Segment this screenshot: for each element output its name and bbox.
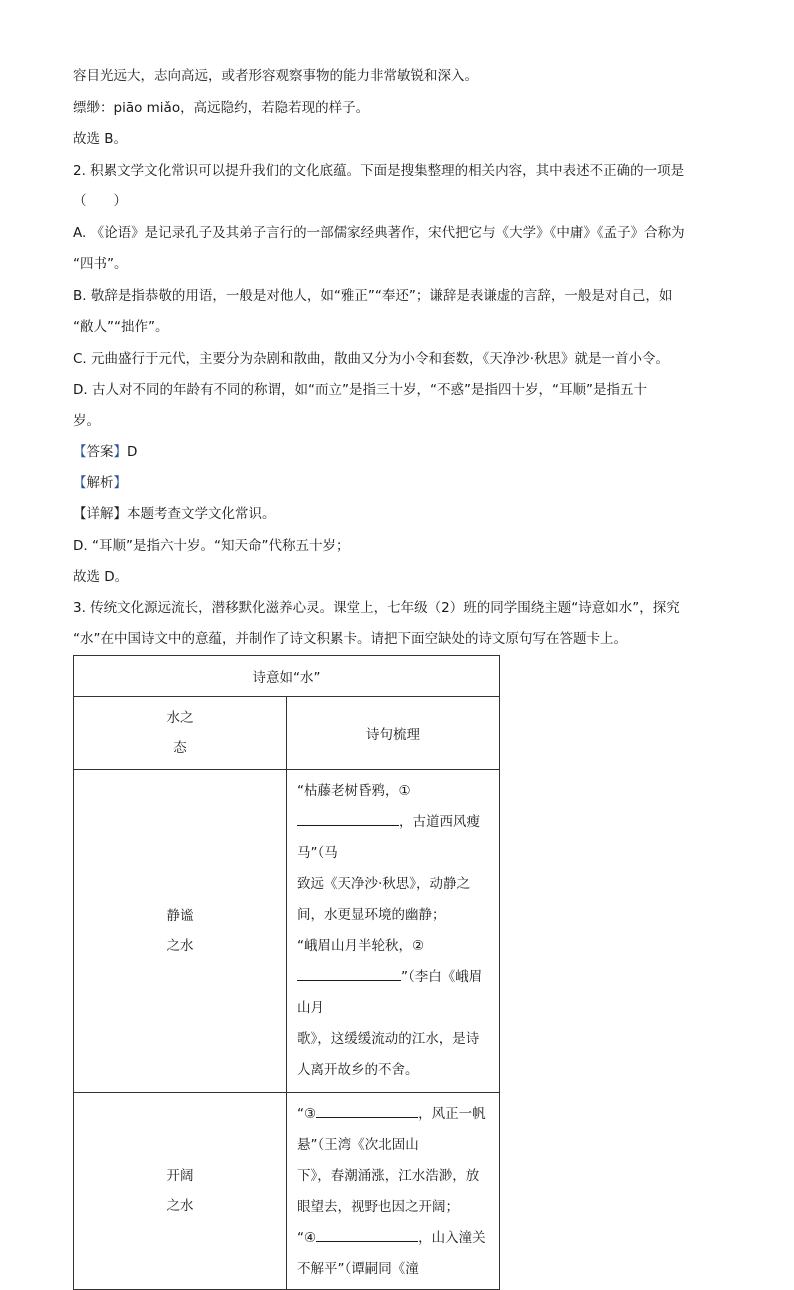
blank-3[interactable] xyxy=(316,1102,418,1118)
detail-open: 【 xyxy=(73,506,87,522)
option-a: A. 《论语》是记录孔子及其弟子言行的一部儒家经典著作，宋代把它与《大学》《中庸》《孟子》合称为 xyxy=(73,225,685,241)
detail-close: 】 xyxy=(113,506,127,522)
analysis-line xyxy=(73,473,127,493)
table-row-line: 歌》，这缓缓流动的江水，是诗人离开故乡的不舍。 xyxy=(297,1031,480,1078)
answer-open: 【 xyxy=(73,444,87,460)
row-label-quiet-b: 之水 xyxy=(166,938,194,954)
analysis-open: 【 xyxy=(73,475,87,491)
option-b: B. 敬辞是指恭敬的用语，一般是对他人，如“雅正”“奉还”；谦辞是表谦虚的言辞，一般是对自己，如 xyxy=(73,288,673,304)
table-row-line: 下》，春潮涌涨，江水浩渺，放眼望去，视野也因之开阔； xyxy=(297,1168,480,1215)
option-b-cont: “敝人”“拙作”。 xyxy=(73,319,169,335)
col-header-state-b: 态 xyxy=(173,740,187,756)
answer-close: 】 xyxy=(113,444,127,460)
analysis-close: 】 xyxy=(113,475,127,491)
blank-1[interactable] xyxy=(297,810,399,826)
detail-label: 详解 xyxy=(86,506,114,522)
text-line: 容目光远大，志向高远，或者形容观察事物的能力非常敏锐和深入。 xyxy=(73,68,478,84)
table-title: 诗意如“水” xyxy=(74,656,500,697)
answer-value: D xyxy=(127,444,138,460)
row-label-quiet xyxy=(74,770,287,1093)
table-row-line: “③ ，风正一帆悬”（王湾《次北固山 xyxy=(297,1099,491,1161)
detail-text: 本题考查文学文化常识。 xyxy=(127,506,276,522)
table-row-line: “峨眉山月半轮秋，②”（李白《峨眉山月 xyxy=(297,938,483,1016)
col-header-state-a: 水之 xyxy=(166,710,194,726)
text-line: 故选 B。 xyxy=(73,131,128,147)
question-3-stem-cont: “水”在中国诗文中的意蕴，并制作了诗文积累卡。请把下面空缺处的诗文原句写在答题卡上。 xyxy=(73,631,627,647)
blank-2[interactable] xyxy=(297,965,401,981)
question-3-stem: 3. 传统文化源远流长，潜移默化滋养心灵。课堂上，七年级（2）班的同学围绕主题“诗意如水”，探究 xyxy=(73,600,680,616)
detail-d: D. “耳顺”是指六十岁。“知天命”代称五十岁； xyxy=(73,538,350,554)
row-label-open-a: 开阔 xyxy=(166,1168,194,1184)
detail-line xyxy=(73,504,276,524)
table-row-line: “④ ，山入潼关不解平”（谭嗣同《潼 xyxy=(297,1223,491,1285)
row-label-open xyxy=(74,1093,287,1290)
row-content-quiet xyxy=(287,770,500,1093)
col-header-state xyxy=(74,697,287,770)
row-label-quiet-a: 静谧 xyxy=(166,908,194,924)
row-label-open-b: 之水 xyxy=(166,1198,194,1214)
table-row-line: “枯藤老树昏鸦，①，古道西风瘦马”（马 xyxy=(297,783,480,861)
option-a-cont: “四书”。 xyxy=(73,256,128,272)
option-c: C. 元曲盛行于元代，主要分为杂剧和散曲，散曲又分为小令和套数，《天净沙·秋思》就是一首小令。 xyxy=(73,351,670,367)
option-d: D. 古人对不同的年龄有不同的称谓，如“而立”是指三十岁，“不惑”是指四十岁，“耳顺”是指五十 xyxy=(73,382,647,398)
blank-4[interactable] xyxy=(316,1226,418,1242)
question-2-stem: 2. 积累文学文化常识可以提升我们的文化底蕴。下面是搜集整理的相关内容，其中表述不正确的一项是 xyxy=(73,163,685,179)
col-header-lines: 诗句梳理 xyxy=(287,697,500,770)
answer-bracket: （ ） xyxy=(73,193,127,209)
analysis-label: 解析 xyxy=(86,475,114,491)
row-content-open xyxy=(287,1093,500,1290)
option-d-cont: 岁。 xyxy=(73,413,100,429)
text-line: 缥缈：piāo miǎo，高远隐约，若隐若现的样子。 xyxy=(73,100,370,116)
table-row-line: 致远《天净沙·秋思》，动静之间，水更显环境的幽静； xyxy=(297,876,471,923)
answer-label: 答案 xyxy=(86,444,114,460)
poem-card-table xyxy=(73,655,500,1290)
answer-line xyxy=(73,442,137,462)
detail-conclusion: 故选 D。 xyxy=(73,569,129,585)
